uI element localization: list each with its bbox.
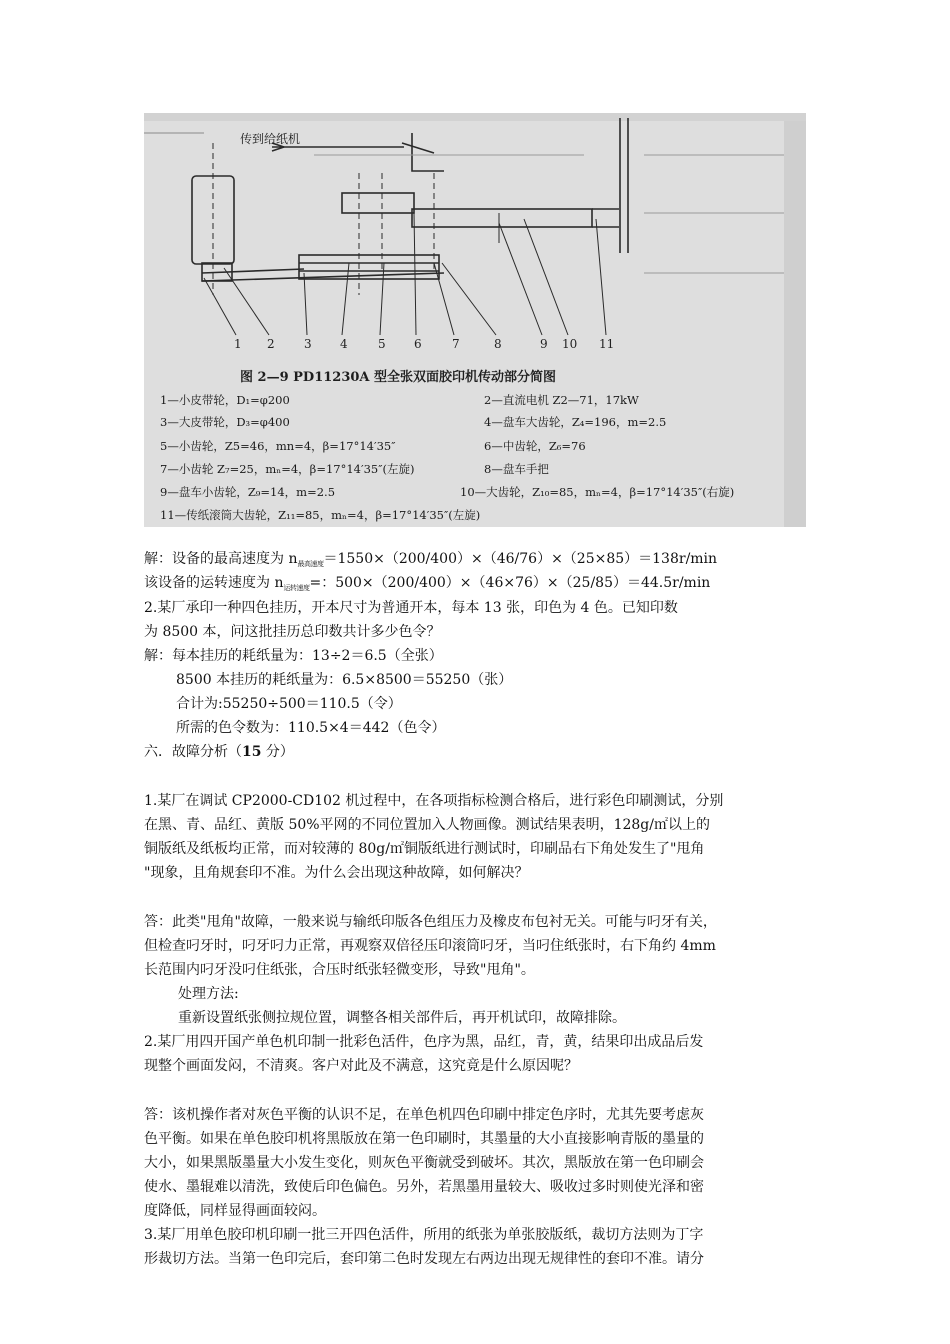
legend-item: 4—盘车大齿轮，Z₄=196，m=2.5 [484,415,667,429]
part-number: 5 [378,337,386,351]
legend-item: 3—大皮带轮，D₃=φ400 [160,415,290,429]
answer-line: 答：此类"甩角"故障，一般来说与输纸印版各色组压力及橡皮布包衬无关。可能与叼牙有关， [144,914,717,930]
text: 六．故障分析（ [144,744,242,760]
answer-line: 合计为:55250÷500＝110.5（令） [176,696,402,712]
score: 15 [242,744,262,760]
answer-line: 处理方法: [178,986,239,1002]
question-line: 在黑、青、品红、黄版 50%平网的不同位置加入人物画像。测试结果表明，128g/㎡以上的 [144,817,710,833]
figure-caption: 图 2—9 PD11230A 型全张双面胶印机传动部分简图 [240,370,557,385]
section-heading [144,742,294,762]
answer-line: 度降低，同样显得画面较闷。 [144,1203,326,1219]
question-line: 1.某厂在调试 CP2000-CD102 机过程中，在各项指标检测合格后，进行彩色印刷测试，分别 [144,793,724,809]
solution-line-run-speed [144,573,710,598]
answer-line: 重新设置纸张侧拉规位置，调整各相关部件后，再开机试印，故障排除。 [178,1010,626,1026]
question-line: 为 8500 本，问这批挂历总印数共计多少色令？ [144,624,441,640]
part-number: 2 [267,337,275,351]
text: ＝1550×（200/400）×（46/76）×（25×85）＝138r/min [323,551,718,567]
answer-line: 8500 本挂历的耗纸量为：6.5×8500＝55250（张） [176,672,513,688]
part-number: 4 [340,337,348,351]
text: 该设备的运转速度为 n [144,575,284,591]
text: 分） [261,744,294,760]
answer-line: 色平衡。如果在单色胶印机将黑版放在第一色印刷时，其墨量的大小直接影响青版的墨量的 [144,1131,704,1147]
subscript: 运转速度 [283,584,310,592]
transmission-diagram-figure [144,113,806,527]
legend-item: 2—直流电机 Z2—71，17kW [484,393,639,407]
answer-line: 答：该机操作者对灰色平衡的认识不足，在单色机四色印刷中排定色序时，尤其先要考虑灰 [144,1107,704,1123]
legend-item: 1—小皮带轮，D₁=φ200 [160,393,290,407]
subscript: 最高速度 [297,560,324,568]
legend-item: 5—小齿轮，Z5=46，mn=4，β=17°14′35″ [160,439,396,453]
question-line: 2.某厂承印一种四色挂历，开本尺寸为普通开本，每本 13 张，印色为 4 色。已知印数 [144,600,678,616]
feeder-label: 传到给纸机 [240,132,301,146]
part-number: 9 [540,337,548,351]
part-number: 6 [414,337,422,351]
answer-line: 使水、墨辊难以清洗，致使后印色偏色。另外，若黑墨用量较大、吸收过多时则使光泽和密 [144,1179,704,1195]
legend-item: 10—大齿轮，Z₁₀=85，mₙ=4，β=17°14′35″(右旋) [460,485,735,499]
part-number: 10 [562,337,578,351]
answer-line: 所需的色令数为：110.5×4＝442（色令） [176,720,446,736]
part-number: 7 [452,337,460,351]
part-number: 11 [599,337,615,351]
part-number: 8 [494,337,502,351]
legend-item: 7—小齿轮 Z₇=25，mₙ=4，β=17°14′35″(左旋) [160,462,415,476]
part-number-row [144,337,806,355]
legend-item: 11—传纸滚筒大齿轮，Z₁₁=85，mₙ=4，β=17°14′35″(左旋) [160,508,481,522]
question-line: 3.某厂用单色胶印机印刷一批三开四色活件，所用的纸张为单张胶版纸，裁切方法则为丁字 [144,1227,704,1243]
answer-line: 解：每本挂历的耗纸量为：13÷2＝6.5（全张） [144,648,443,664]
question-line: 2.某厂用四开国产单色机印制一批彩色活件，色序为黑，品红，青，黄，结果印出成品后发 [144,1034,704,1050]
question-line: 现整个画面发闷，不清爽。客户对此及不满意，这究竟是什么原因呢？ [144,1058,578,1074]
question-line: "现象，且角规套印不准。为什么会出现这种故障，如何解决？ [144,865,529,881]
solution-line-max-speed [144,549,717,574]
question-line: 形裁切方法。当第一色印完后，套印第二色时发现左右两边出现无规律性的套印不准。请分 [144,1251,704,1267]
legend-item: 8—盘车手把 [484,462,549,476]
text: 解：设备的最高速度为 n [144,551,298,567]
question-line: 铜版纸及纸板均正常，而对较薄的 80g/㎡铜版纸进行测试时，印刷品右下角处发生了"甩角 [144,841,705,857]
answer-line: 大小，如果黑版墨量大小发生变化，则灰色平衡就受到破坏。其次，黑版放在第一色印刷会 [144,1155,704,1171]
text: =：500×（200/400）×（46×76）×（25/85）＝44.5r/min [309,575,711,591]
legend-item: 9—盘车小齿轮，Z₉=14，m=2.5 [160,485,336,499]
answer-line: 但检查叼牙时，叼牙叼力正常，再观察双倍径压印滚筒叼牙，当叼住纸张时，右下角约 4mm [144,938,716,954]
part-number: 1 [234,337,242,351]
part-number: 3 [304,337,312,351]
legend-item: 6—中齿轮，Z₆=76 [484,439,586,453]
answer-line: 长范围内叼牙没叼住纸张，合压时纸张轻微变形，导致"甩角"。 [144,962,535,978]
